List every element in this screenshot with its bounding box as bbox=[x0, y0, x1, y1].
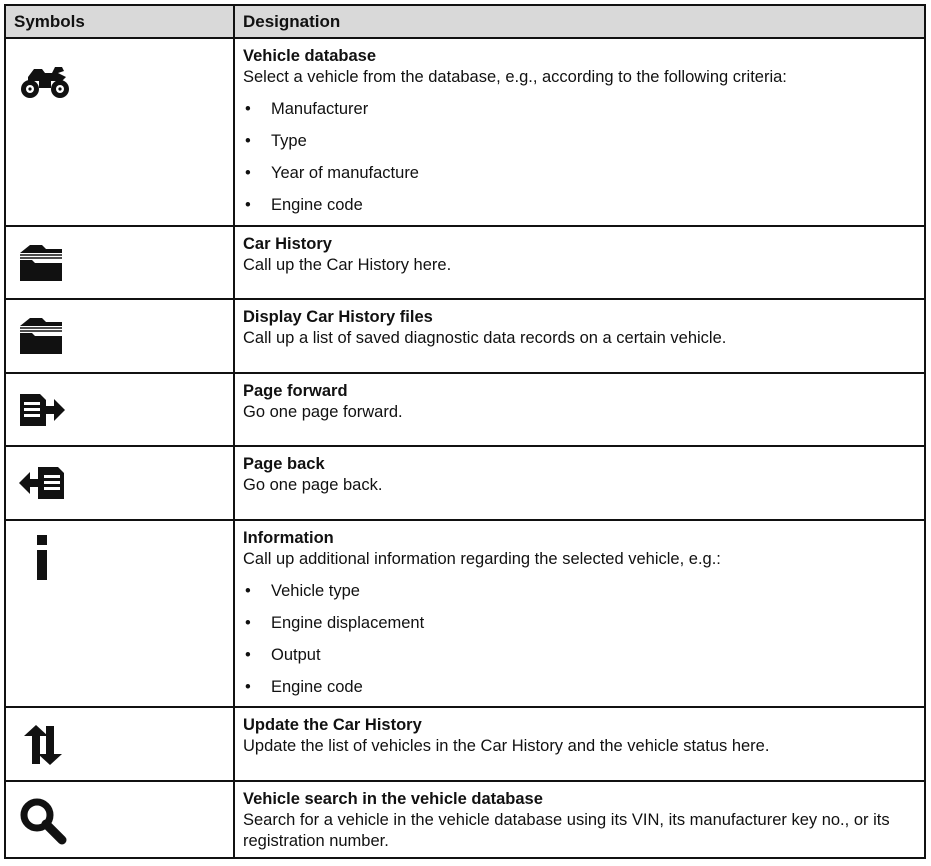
bullet-list bbox=[243, 581, 916, 698]
list-item: • Type bbox=[243, 131, 916, 152]
row-text: Select a vehicle from the database, e.g., according to the following criteria: bbox=[243, 68, 787, 86]
list-item: • Engine code bbox=[243, 195, 916, 216]
table-row bbox=[5, 707, 925, 781]
table-header-row bbox=[5, 5, 925, 38]
table-row bbox=[5, 781, 925, 858]
row-text: Call up a list of saved diagnostic data records on a certain vehicle. bbox=[243, 329, 727, 347]
row-title: Vehicle search in the vehicle database bbox=[243, 790, 543, 808]
list-item: • Engine displacement bbox=[243, 613, 916, 634]
row-text: Call up additional information regarding the selected vehicle, e.g.: bbox=[243, 550, 721, 568]
table-row bbox=[5, 226, 925, 299]
symbol-cell bbox=[5, 707, 234, 781]
vehicle-atv-icon bbox=[18, 61, 72, 101]
row-text: Search for a vehicle in the vehicle database using its VIN, its manufacturer key no., or its registration number. bbox=[243, 811, 890, 850]
header-symbols: Symbols bbox=[5, 5, 234, 38]
row-text: Go one page back. bbox=[243, 476, 383, 494]
designation-cell bbox=[234, 38, 925, 226]
list-item: • Year of manufacture bbox=[243, 163, 916, 184]
symbol-cell bbox=[5, 299, 234, 373]
row-title: Update the Car History bbox=[243, 716, 422, 734]
designation-cell bbox=[234, 299, 925, 373]
list-item: • Engine code bbox=[243, 677, 916, 698]
page-back-icon bbox=[18, 465, 66, 501]
folder-stack-icon bbox=[18, 316, 64, 356]
row-title: Page forward bbox=[243, 382, 348, 400]
symbol-cell bbox=[5, 446, 234, 520]
search-icon bbox=[18, 796, 68, 846]
list-item: • Vehicle type bbox=[243, 581, 916, 602]
update-arrows-icon bbox=[18, 724, 66, 766]
list-item: • Output bbox=[243, 645, 916, 666]
symbol-cell bbox=[5, 781, 234, 858]
row-text: Call up the Car History here. bbox=[243, 256, 452, 274]
row-title: Car History bbox=[243, 235, 332, 253]
folder-stack-icon bbox=[18, 243, 64, 283]
row-text: Update the list of vehicles in the Car History and the vehicle status here. bbox=[243, 737, 770, 755]
designation-cell bbox=[234, 446, 925, 520]
info-icon bbox=[22, 533, 62, 583]
designation-cell bbox=[234, 373, 925, 446]
row-title: Vehicle database bbox=[243, 47, 376, 65]
table-row bbox=[5, 446, 925, 520]
symbols-table bbox=[4, 4, 926, 859]
table-row bbox=[5, 520, 925, 707]
header-designation: Designation bbox=[234, 5, 925, 38]
designation-cell bbox=[234, 520, 925, 707]
symbol-cell bbox=[5, 38, 234, 226]
bullet-list bbox=[243, 99, 916, 216]
page-forward-icon bbox=[18, 392, 66, 428]
row-text: Go one page forward. bbox=[243, 403, 403, 421]
designation-cell bbox=[234, 707, 925, 781]
table-row bbox=[5, 299, 925, 373]
row-title: Display Car History files bbox=[243, 308, 433, 326]
designation-cell bbox=[234, 781, 925, 858]
symbol-cell bbox=[5, 520, 234, 707]
list-item: • Manufacturer bbox=[243, 99, 916, 120]
symbol-cell bbox=[5, 226, 234, 299]
symbol-cell bbox=[5, 373, 234, 446]
table-row bbox=[5, 373, 925, 446]
designation-cell bbox=[234, 226, 925, 299]
table-row bbox=[5, 38, 925, 226]
row-title: Information bbox=[243, 529, 334, 547]
row-title: Page back bbox=[243, 455, 325, 473]
